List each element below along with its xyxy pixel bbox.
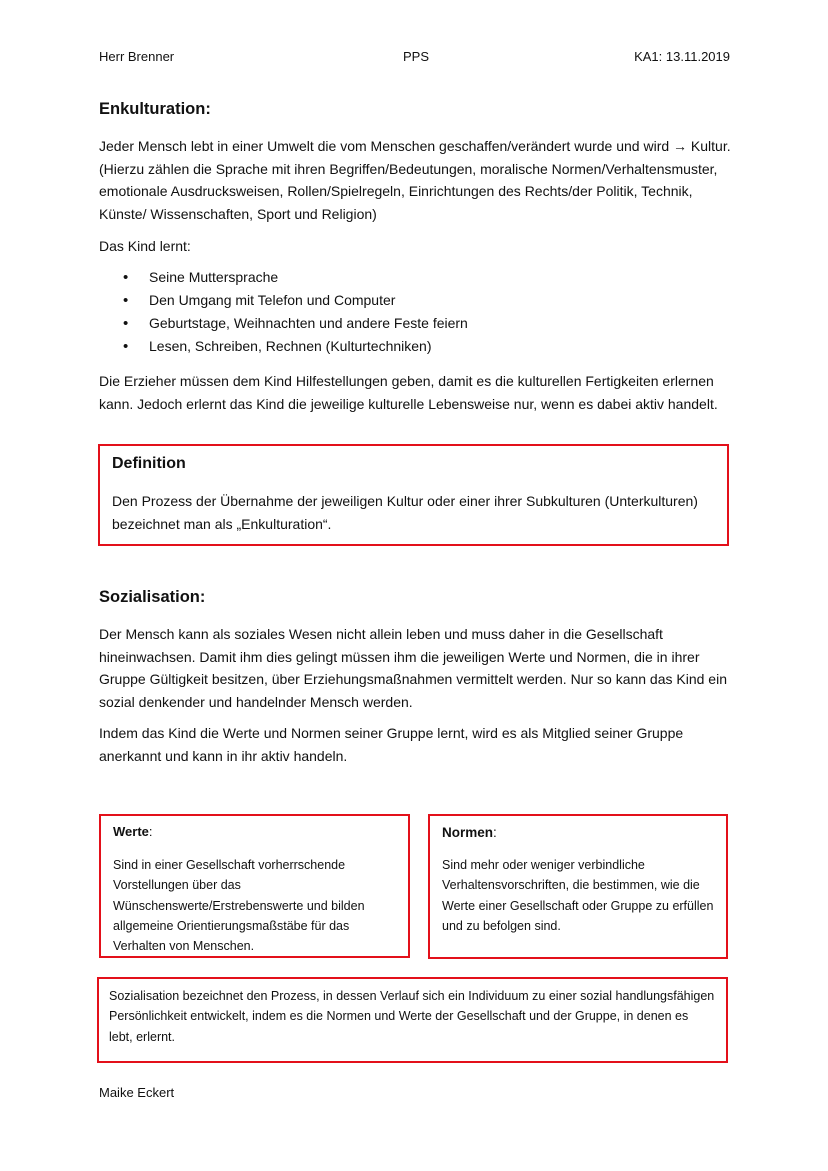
werte-text: Sind in einer Gesellschaft vorherrschende Vorstellungen über das Wünschenswerte/Erstrebenswerte und bilden allgemeine Orientierungsmaßstäbe für das Verhalten von Menschen. — [113, 858, 365, 954]
sozialisation-summary-box — [97, 977, 728, 1063]
footer-author: Maike Eckert — [99, 1085, 175, 1100]
enkulturation-intro: Jeder Mensch lebt in einer Umwelt die vom Menschen geschaffen/verändert wurde und wird → Kultur. (Hierzu zählen die Sprache mit ihren Begriffen/Bedeutungen, moralische Normen/Verhaltensmuster, emotionale Ausdrucksweisen, Rollen/Spielregeln, Einrichtungen des Rechts/der Politik, Technik, Künste/ Wissenschaften, Sport und Religion) — [99, 138, 731, 222]
header-teacher: Herr Brenner — [99, 49, 175, 64]
definition-title: Definition — [112, 455, 186, 472]
summary-text: Sozialisation bezeichnet den Prozess, in dessen Verlauf sich ein Individuum zu einer sozial handlungsfähigen Persönlichkeit entwickelt, indem es die Normen und Werte der Gesellschaft und der Gruppe, in denen es lebt, erlernt. — [109, 989, 715, 1044]
werte-box — [99, 814, 410, 958]
werte-colon: : — [148, 824, 153, 839]
header-exam-date: KA1: 13.11.2019 — [634, 49, 730, 64]
normen-box — [428, 814, 728, 959]
header-subject: PPS — [403, 49, 430, 64]
definition-box — [98, 444, 729, 546]
definition-text: Den Prozess der Übernahme der jeweiligen Kultur oder einer ihrer Subkulturen (Unterkulturen) bezeichnet man als „Enkulturation“. — [112, 493, 698, 532]
enkulturation-heading: Enkulturation: — [99, 100, 211, 118]
list-item: • Seine Muttersprache — [99, 266, 468, 289]
list-item: • Lesen, Schreiben, Rechnen (Kulturtechniken) — [99, 335, 468, 358]
normen-text: Sind mehr oder weniger verbindliche Verhaltensvorschriften, die bestimmen, wie die Werte einer Gesellschaft oder Gruppe zu erfüllen und zu befolgen sind. — [442, 858, 714, 933]
normen-title-line — [442, 825, 497, 840]
werte-title: Werte — [113, 824, 149, 839]
enkulturation-lead: Das Kind lernt: — [99, 238, 191, 254]
page-header — [99, 49, 730, 69]
werte-title-line — [113, 824, 153, 839]
list-item: • Den Umgang mit Telefon und Computer — [99, 289, 468, 312]
normen-colon: : — [493, 825, 497, 840]
sozialisation-paragraph-2: Indem das Kind die Werte und Normen seiner Gruppe lernt, wird es als Mitglied seiner Gruppe anerkannt und kann in ihr aktiv handeln. — [99, 725, 684, 764]
enkulturation-outro: Die Erzieher müssen dem Kind Hilfestellungen geben, damit es die kulturellen Fertigkeiten erlernen kann. Jedoch erlernt das Kind die jeweilige kulturelle Lebensweise nur, wenn es dabei aktiv handelt. — [99, 373, 718, 412]
sozialisation-heading: Sozialisation: — [99, 588, 206, 606]
normen-title: Normen — [442, 825, 494, 840]
sozialisation-paragraph-1: Der Mensch kann als soziales Wesen nicht allein leben und muss daher in die Gesellschaft hineinwachsen. Damit ihm dies gelingt müssen ihm die jeweiligen Werte und Normen, die in ihrer Gruppe Gültigkeit besitzen, über Erziehungsmaßnahmen vermittelt werden. Nur so kann das Kind ein sozial denkender und handelnder Mensch werden. — [99, 626, 727, 710]
list-item: • Geburtstage, Weihnachten und andere Feste feiern — [99, 312, 468, 335]
enkulturation-bullet-list — [99, 266, 468, 358]
